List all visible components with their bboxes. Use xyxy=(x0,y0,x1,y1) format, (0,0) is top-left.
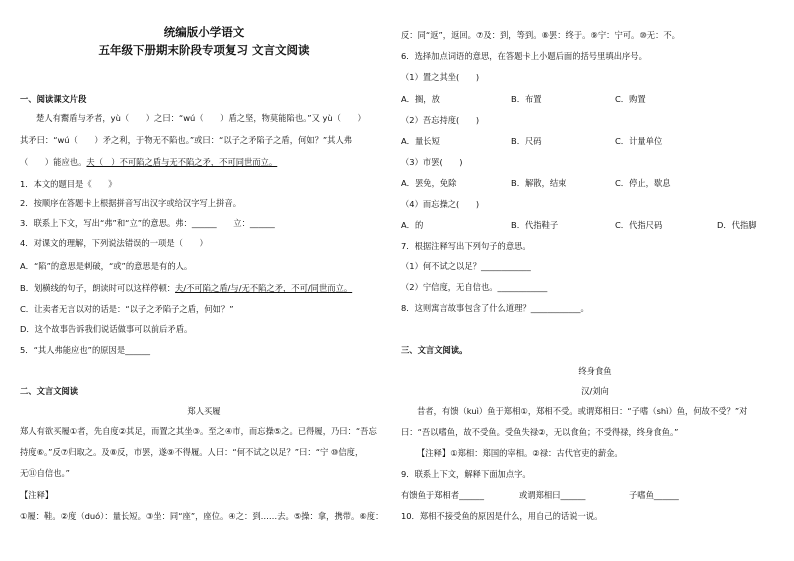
section-1-heading: 一、阅读课文片段 xyxy=(20,94,87,104)
option-a: A．量长短 xyxy=(401,136,440,146)
question-9-item-1: 有馈鱼于郑相者______ xyxy=(401,490,484,500)
option-a: A．搁，放 xyxy=(401,94,440,104)
question-6-4: （4）而忘操之( ) xyxy=(401,199,480,209)
question-2: 2．按顺序在答题卡上根据拼音写出汉字或给汉字写上拼音。 xyxy=(20,198,241,208)
notes-label: 【注释】 xyxy=(20,490,54,500)
question-4-option-a: A．“陷”的意思是刺破，“或”的意思是有的人。 xyxy=(20,261,193,271)
question-4-option-d: D．这个故事告诉我们说话做事可以前后矛盾。 xyxy=(20,324,193,334)
option-a: A．罢免，免除 xyxy=(401,178,457,188)
doc-title-1: 统编版小学语文 xyxy=(163,25,245,39)
option-c: C．购置 xyxy=(615,94,646,104)
question-9-item-3: 子嗜鱼______ xyxy=(629,490,679,500)
story-author: 汉/刘向 xyxy=(581,386,609,396)
option-b-text: B．划横线的句子，朗读时可以这样停顿： xyxy=(20,283,176,293)
question-8: 8．这则寓言故事包含了什么道理？____________。 xyxy=(401,303,589,313)
option-b: B．解散，结束 xyxy=(511,178,567,188)
question-4-option-b xyxy=(20,283,352,294)
question-9: 9．联系上下文，解释下面加点字。 xyxy=(401,469,531,479)
question-7-1: （1）何不试之以足？____________ xyxy=(401,261,531,271)
question-1: 1．本文的题目是《 》 xyxy=(20,179,117,189)
question-3: 3．联系上下文，写出“弗”和“立”的意思。弗：______ 立：______ xyxy=(20,218,275,228)
story-line-3: 无⑪自信也。” xyxy=(20,468,70,478)
question-6-4-options xyxy=(401,220,757,231)
story-title-zhongshen: 终身食鱼 xyxy=(578,366,612,376)
doc-title-2: 五年级下册期末阶段专项复习 文言文阅读 xyxy=(98,43,310,57)
question-6-2-options xyxy=(401,136,662,147)
question-6-1-options xyxy=(401,94,646,105)
question-6-2: （2）吾忘持度( ) xyxy=(401,115,480,125)
passage-line-3-text: （ ）能应也。 xyxy=(20,157,87,167)
section-3-heading: 三、文言文阅读。 xyxy=(401,345,468,355)
option-d: D．代指脚 xyxy=(717,220,757,230)
question-6-1: （1）置之其坐( ) xyxy=(401,72,480,82)
notes-line-1: ①履：鞋。②度（duó）：量长短。③坐：同“座”，座位。④之：到……去。⑤操：拿，携带。⑥度： xyxy=(20,511,384,521)
question-6: 6．选择加点词语的意思，在答题卡上小题后面的括号里填出序号。 xyxy=(401,51,647,61)
notes-line-2: 反：同“返”，返回。⑦及：到，等到。⑧罢：终于。⑨宁：宁可。⑩无：不。 xyxy=(401,30,680,40)
story3-notes: 【注释】①郑相：郑国的宰相。②禄：古代官吏的薪金。 xyxy=(417,448,623,458)
question-9-item-2: 或谓郑相曰______ xyxy=(519,490,586,500)
passage-line-3 xyxy=(20,157,277,168)
story3-line-1: 昔者，有馈（kuì）鱼于郑相①，郑相不受。或谓郑相曰：“子嗜（shì）鱼，何故不受？”对 xyxy=(417,406,748,416)
question-7-2: （2）宁信度，无自信也。____________ xyxy=(401,282,548,292)
option-c: C．计量单位 xyxy=(615,136,663,146)
question-4: 4．对课文的理解，下列说法错误的一项是（ ） xyxy=(20,238,208,248)
question-9-items xyxy=(401,490,679,501)
option-b: B．布置 xyxy=(511,94,542,104)
option-b: B．尺码 xyxy=(511,136,542,146)
question-6-3: （3）市罢( ) xyxy=(401,157,463,167)
question-6-3-options xyxy=(401,178,671,189)
passage-line-1: 楚人有鬻盾与矛者，yù（ ）之曰：“wú（ ）盾之坚，物莫能陷也。”又 yù（ ） xyxy=(36,113,366,123)
option-c: C．代指尺码 xyxy=(615,220,663,230)
question-7: 7．根据注释写出下列句子的意思。 xyxy=(401,241,531,251)
story-line-2: 持度⑥。”反⑦归取之。及⑧反，市罢，遂⑨不得履。人曰：“何不试之以足？”曰：“宁 ⑩信度， xyxy=(20,447,364,457)
option-b-pauses: 夫/不可陷之盾/与/无不陷之矛，不可/同世而立。 xyxy=(175,283,353,293)
option-a: A．的 xyxy=(401,220,424,230)
section-2-heading: 二、文言文阅读 xyxy=(20,386,79,396)
underlined-sentence: 夫（ ）不可陷之盾与无不陷之矛，不可同世而立。 xyxy=(86,157,278,167)
option-b: B．代指鞋子 xyxy=(511,220,559,230)
question-10: 10．郑相不接受鱼的原因是什么，用自己的话说一说。 xyxy=(401,511,603,521)
passage-line-2: 其矛曰：“wú（ ）矛之利，于物无不陷也。”或曰：“以子之矛陷子之盾，何如？”其人弗 xyxy=(20,135,353,145)
story-title-zhengren: 郑人买履 xyxy=(187,406,221,416)
story-line-1: 郑人有欲买履①者，先自度②其足，而置之其坐③。至之④市，而忘操⑤之。已得履，乃曰：“吾忘 xyxy=(20,426,377,436)
question-4-option-c: C．让卖者无言以对的话是：“以子之矛陷子之盾，何如？” xyxy=(20,304,234,314)
story3-line-2: 曰：“吾以嗜鱼，故不受鱼。受鱼失禄②，无以食鱼；不受得禄，终身食鱼。” xyxy=(401,427,679,437)
question-5: 5．“其人弗能应也”的原因是______ xyxy=(20,345,151,355)
option-c: C．停止，歇息 xyxy=(615,178,671,188)
